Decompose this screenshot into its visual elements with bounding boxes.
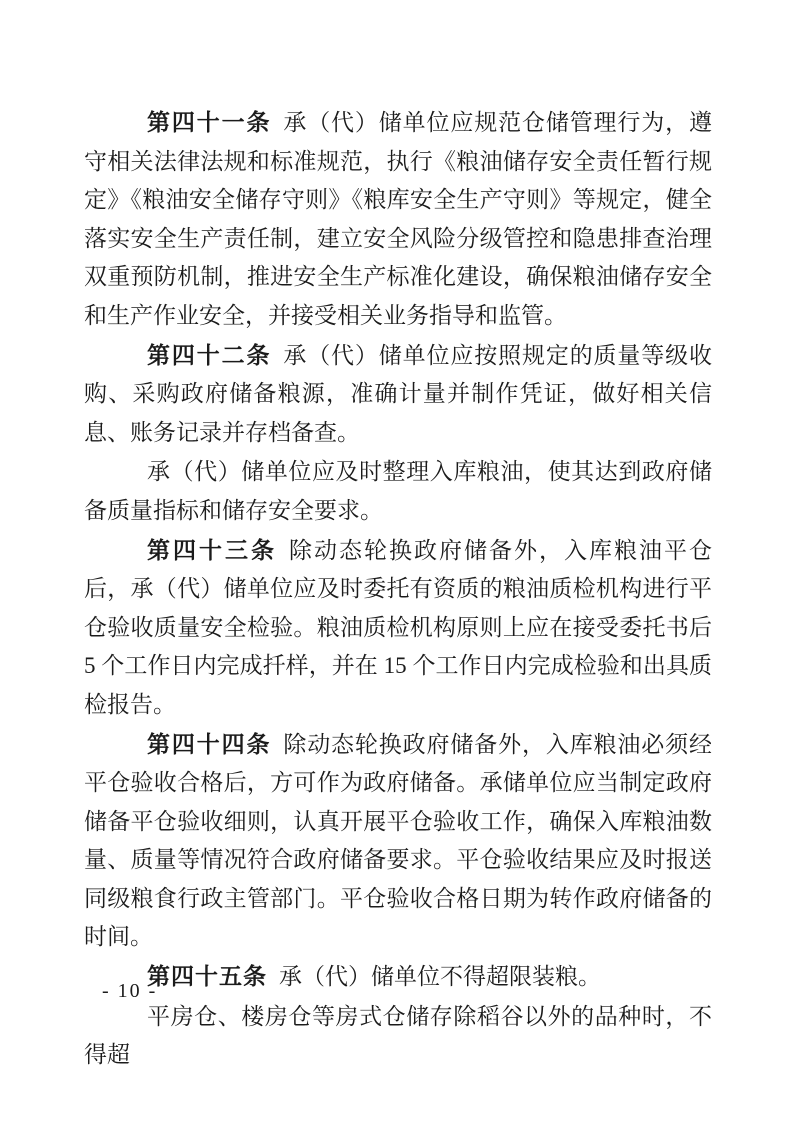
article-42-text: 承（代）储单位应按照规定的质量等级收购、采购政府储备粮源，准确计量并制作凭证，做好相关信息、账务记录并存档备查。 (84, 342, 713, 445)
article-44-number: 第四十四条 (147, 730, 272, 757)
page-number: - 10 - (102, 980, 158, 1002)
article-45b-text: 平房仓、楼房仓等房式仓储存除稻谷以外的品种时，不得超 (84, 1003, 712, 1068)
article-45-number: 第四十五条 (147, 963, 267, 990)
article-45-text: 承（代）储单位不得超限装粮。 (279, 964, 601, 990)
article-42-number: 第四十二条 (147, 341, 272, 368)
paragraph-article-42-continued (84, 452, 712, 530)
article-44-text: 除动态轮换政府储备外，入库粮油必须经平仓验收合格后，方可作为政府储备。承储单位应当制定政府储备平仓验收细则，认真开展平仓验收工作，确保入库粮油数量、质量等情况符合政府储备要求。平仓验收结果应及时报送同级粮食行政主管部门。平仓验收合格日期为转作政府储备的时间。 (84, 731, 713, 950)
paragraph-article-45-continued (84, 997, 712, 1075)
document-body (84, 103, 712, 1075)
paragraph-article-44 (84, 725, 712, 958)
paragraph-article-43 (84, 531, 712, 725)
article-43-number: 第四十三条 (147, 536, 277, 563)
paragraph-article-45 (84, 957, 712, 997)
article-41-number: 第四十一条 (147, 109, 272, 135)
article-42b-text: 承（代）储单位应及时整理入库粮油，使其达到政府储备质量指标和储存安全要求。 (84, 459, 712, 523)
paragraph-article-42 (84, 336, 712, 453)
article-41-text: 承（代）储单位应规范仓储管理行为，遵守相关法律法规和标准规范，执行《粮油储存安全责任暂行规定》《粮油安全储存守则》《粮库安全生产守则》等规定，健全落实安全生产责任制，建立安全风险分级管控和隐患排查治理双重预防机制，推进安全生产标准化建设，确保粮油储存安全和生产作业安全，并接受相关业务指导和监管。 (84, 110, 713, 328)
article-43-text: 除动态轮换政府储备外，入库粮油平仓后，承（代）储单位应及时委托有资质的粮油质检机构进行平仓验收质量安全检验。粮油质检机构原则上应在接受委托书后 5 个工作日内完成扦样，并在 15 个工作日内完成检验和出具质检报告。 (84, 537, 712, 717)
paragraph-article-41 (84, 103, 712, 336)
